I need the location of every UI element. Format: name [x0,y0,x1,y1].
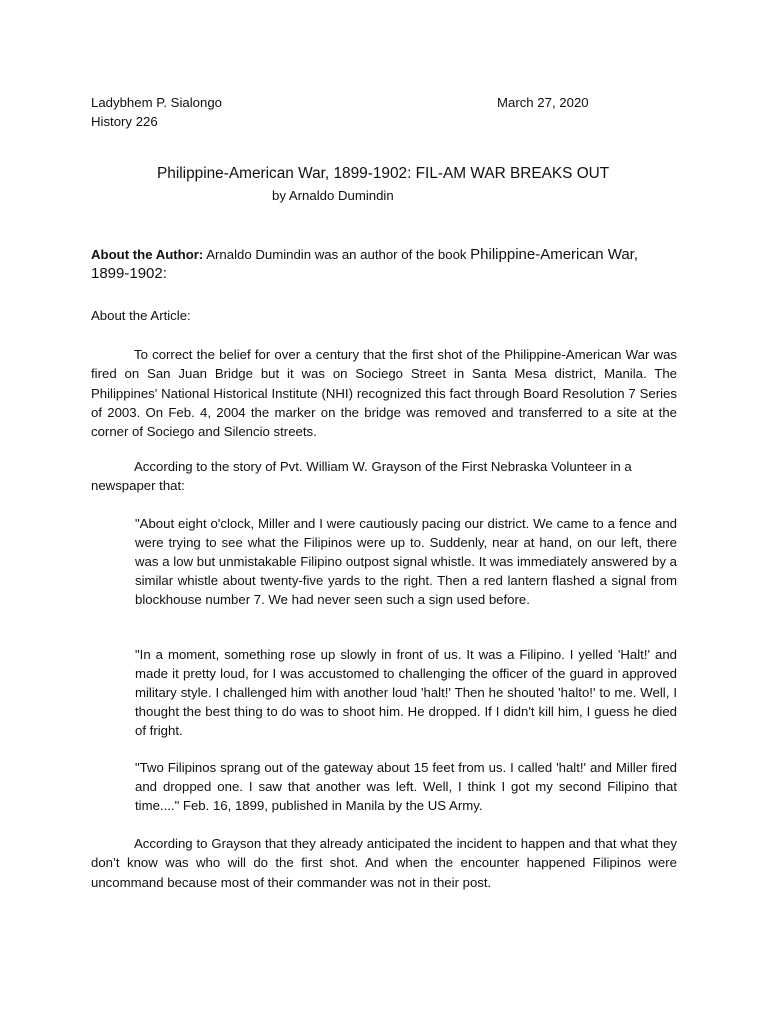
book-title: Philippine-American War, 1899-1902: [91,246,639,283]
paragraph-3: According to Grayson that they already anticipated the incident to happen and that what they don’t know was who will do the first shot. And when the encounter happened Filipinos were uncommand because most of their commander was not in their post. [91,836,677,890]
paragraph-2: According to the story of Pvt. William W. Grayson of the First Nebraska Volunteer in a newspaper that: [91,459,632,494]
article-byline: by Arnaldo Dumindin [272,188,394,203]
quote-1: "About eight o'clock, Miller and I were cautiously pacing our district. We came to a fence and were trying to see what the Filipinos were up to. Suddenly, near at hand, on our left, there was a low but unmistakable Filipino outpost signal whistle. It was immediately answered by a similar whistle about twenty-five yards to the right. Then a red lantern flashed a signal from blockhouse number 7. We had never seen such a sign used before. [135,516,677,608]
about-author-section [91,245,677,284]
quote-2: "In a moment, something rose up slowly in front of us. It was a Filipino. I yelled 'Halt!' and made it pretty loud, for I was accustomed to challenging the officer of the guard in approved military style. I challenged him with another loud 'halt!' Then he shouted 'halto!' to me. Well, I thought the best thing to do was to shoot him. He dropped. If I didn't kill him, I guess he died of fright. [135,647,677,739]
document-date: March 27, 2020 [497,95,589,110]
author-name: Ladybhem P. Sialongo [91,95,222,110]
paragraph-1: To correct the belief for over a century that the first shot of the Philippine-American War was fired on San Juan Bridge but it was on Sociego Street in Santa Mesa district, Manila. The Philippines' National Historical Institute (NHI) recognized this fact through Board Resolution 7 Series of 2003. On Feb. 4, 2004 the marker on the bridge was removed and transferred to a site at the corner of Sociego and Silencio streets. [91,347,677,440]
about-author-label: About the Author: [91,247,204,262]
quote-3: "Two Filipinos sprang out of the gateway about 15 feet from us. I called 'halt!' and Miller fired and dropped one. I saw that another was left. Well, I think I got my second Filipino that time...." Feb. 16, 1899, published in Manila by the US Army. [135,760,677,814]
article-title: Philippine-American War, 1899-1902: FIL-AM WAR BREAKS OUT [157,165,610,182]
about-author-text: Arnaldo Dumindin was an author of the book [203,247,471,262]
course-name: History 226 [91,114,158,129]
about-article-label: About the Article: [91,308,191,323]
